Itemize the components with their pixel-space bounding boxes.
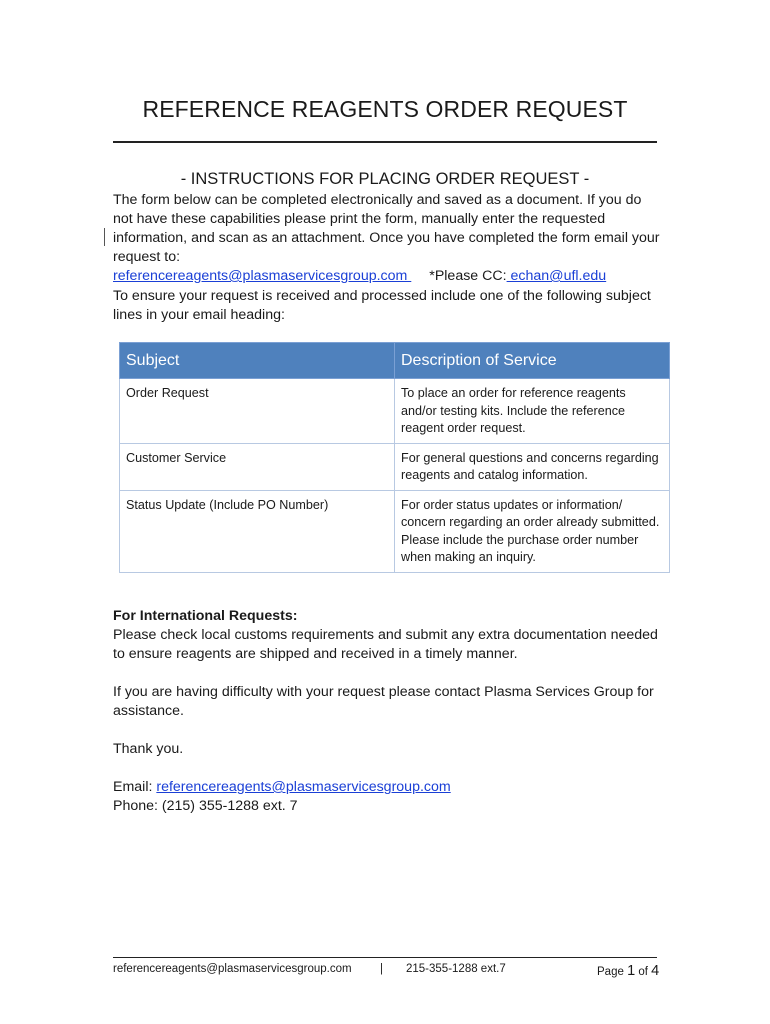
table-row bbox=[120, 490, 670, 572]
page-of: of bbox=[635, 966, 652, 978]
footer-email: referencereagents@plasmaservicesgroup.com bbox=[113, 963, 352, 975]
table-row bbox=[120, 443, 670, 490]
international-heading: For International Requests: bbox=[113, 608, 298, 624]
intro-paragraph bbox=[113, 191, 663, 286]
subject-table bbox=[119, 342, 670, 573]
subject-cell: Order Request bbox=[120, 379, 395, 444]
column-header-subject: Subject bbox=[120, 343, 395, 379]
page-title: REFERENCE REAGENTS ORDER REQUEST bbox=[142, 96, 628, 122]
thank-you-text: Thank you. bbox=[113, 741, 184, 757]
footer-separator: | bbox=[380, 963, 383, 975]
contact-block bbox=[113, 778, 663, 816]
international-text: Please check local customs requirements and submit any extra documentation needed to ensure reagents are shipped and received in a timely manner. bbox=[113, 627, 658, 662]
request-email-link[interactable]: referencereagents@plasmaservicesgroup.com bbox=[113, 268, 412, 284]
column-header-description: Description of Service bbox=[395, 343, 670, 379]
description-cell: To place an order for reference reagents and/or testing kits. Include the reference reagent order request. bbox=[395, 379, 670, 444]
page-total: 4 bbox=[651, 963, 660, 979]
description-cell: For general questions and concerns regarding reagents and catalog information. bbox=[395, 443, 670, 490]
email-label: Email: bbox=[113, 779, 157, 795]
text-cursor-marker bbox=[104, 228, 105, 246]
intro-text: The form below can be completed electronically and saved as a document. If you do not have these capabilities please print the form, manually enter the requested information, and scan as an attachment. Once you have completed the form email your request to: bbox=[113, 192, 660, 265]
cc-label: *Please CC: bbox=[429, 268, 507, 284]
cc-email-link[interactable]: echan@ufl.edu bbox=[506, 268, 607, 284]
footer-divider bbox=[113, 957, 657, 958]
subject-instructions: To ensure your request is received and processed include one of the following subject lines in your email heading: bbox=[113, 288, 651, 323]
difficulty-paragraph: If you are having difficulty with your request please contact Plasma Services Group for assistance. bbox=[113, 684, 654, 719]
footer-phone: 215-355-1288 ext.7 bbox=[406, 963, 506, 975]
description-cell: For order status updates or information/ concern regarding an order already submitted. Please include the purchase order number when making an inquiry. bbox=[395, 490, 670, 572]
contact-phone: Phone: (215) 355-1288 ext. 7 bbox=[113, 798, 298, 814]
instructions-heading: - INSTRUCTIONS FOR PLACING ORDER REQUEST - bbox=[180, 170, 590, 188]
page-current: 1 bbox=[627, 963, 636, 979]
page-label: Page bbox=[597, 966, 628, 978]
footer-page-number bbox=[597, 963, 659, 979]
subject-cell: Status Update (Include PO Number) bbox=[120, 490, 395, 572]
table-header-row bbox=[120, 343, 670, 379]
contact-email-link[interactable]: referencereagents@plasmaservicesgroup.com bbox=[156, 779, 451, 795]
table-row bbox=[120, 379, 670, 444]
title-divider bbox=[113, 141, 657, 143]
subject-cell: Customer Service bbox=[120, 443, 395, 490]
international-section bbox=[113, 607, 663, 664]
